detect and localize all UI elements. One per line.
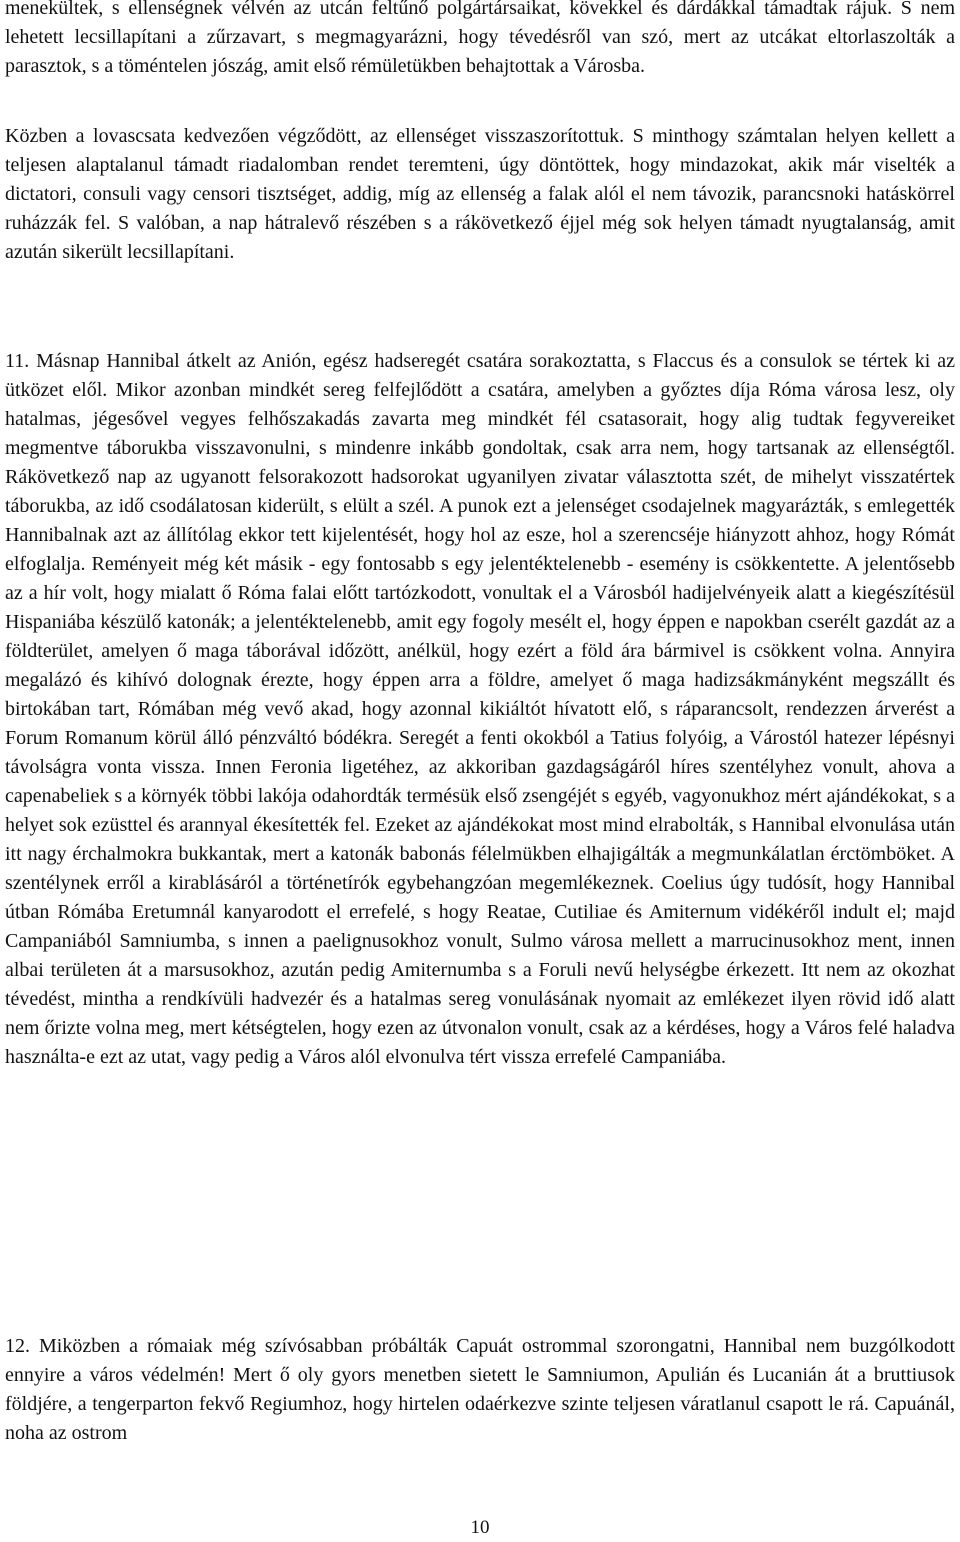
page-number: 10 <box>470 1517 490 1538</box>
paragraph-section-12: 12. Miközben a rómaiak még szívósabban próbálták Capuát ostrommal szorongatni, Hannibal nem buzgólkodott ennyire a város védelmén! Mert ő oly gyors menetben sietett le Samniumon, Apulián és Lucanián át a bruttiusok földjére, a tengerparton fekvő Regiumhoz, hogy hirtelen odaérkezve szinte teljesen váratlanul csapott le rá. Capuánál, noha az ostrom <box>5 1335 955 1444</box>
paragraph-continuation: menekültek, s ellenségnek vélvén az utcán feltűnő polgártársaikat, kövekkel és dárdákkal támadtak rájuk. S nem lehetett lecsillapítani a zűrzavart, s megmagyarázni, hogy tévedésről van szó, mert az utcákat eltorlaszolták a parasztok, s a töméntelen jószág, amit első rémületükben behajtottak a Városba. <box>5 0 955 77</box>
paragraph-section-11: 11. Másnap Hannibal átkelt az Anión, egész hadseregét csatára sorakoztatta, s Flaccus és a consulok se tértek ki az ütközet elől. Mikor azonban mindkét sereg felfejlődött a csatára, amelyben a győztes díja Róma városa lesz, oly hatalmas, jégesővel vegyes felhőszakadás zavarta meg mindkét fél csatasorait, hogy alig tudtak fegyvereiket megmentve táborukba visszavonulni, s mindenre inkább gondoltak, csak arra nem, hogy tartsanak az ellenségtől. Rákövetkező nap az ugyanott felsorakozott hadsorokat ugyanilyen zivatar választotta szét, de mihelyt visszatértek táborukba, az idő csodálatosan kiderült, s elült a szél. A punok ezt a jelenséget csodajelnek magyarázták, s emlegették Hannibalnak azt az állítólag ekkor tett kijelentését, hogy hol az esze, hol a szerencséje hiányzott ahhoz, hogy Rómát elfoglalja. Reményeit még két másik - egy fontosabb s egy jelentéktelenebb - esemény is csökkentette. A jelentősebb az a hír volt, hogy mialatt ő Róma falai előtt tartózkodott, vonultak el a Városból hadijelvényeik alatt a kiegészítésül Hispaniába készülő katonák; a jelentéktelenebb, amit egy fogoly mesélt el, hogy éppen e napokban cserélt gazdát az a földterület, amelyen ő maga táborával időzött, anélkül, hogy ezért a föld ára bármivel is csökkent volna. Annyira megalázó és kihívó dolognak érezte, hogy éppen arra a földre, amelyet ő maga hadizsákmányként megszállt és birtokában tart, Rómában még vevő akad, hogy azonnal kikiáltót hívatott elő, s ráparancsolt, rendezzen árverést a Forum Romanum körül álló pénzváltó bódékra. Seregét a fenti okokból a Tatius folyóig, a Várostól hatezer lépésnyi távolságra vonta vissza. Innen Feronia ligetéhez, az akkoriban gazdagságáról híres szentélyhez vonult, ahova a capenabeliek s a környék többi lakója odahordták termésük első zsengéjét s egyéb, vagyonukhoz mért ajándékokat, s a helyet sok ezüsttel és arannyal ékesítették fel. Ezeket az ajándékokat most mind elrabolták, s Hannibal elvonulása után itt nagy érchalmokra bukkantak, mert a katonák babonás félelmükben elhajigálták a megmunkálatlan érctömböket. A szentélynek erről a kirablásáról a történetírók egybehangzóan megemlékeznek. Coelius úgy tudósít, hogy Hannibal útban Rómába Eretumnál kanyarodott el errefelé, s hogy Reatae, Cutiliae és Amiternum vidékéről indult el; majd Campaniából Samniumba, s innen a paelignusokhoz vonult, Sulmo városa mellett a marrucinusokhoz ment, innen albai területen át a marsusokhoz, azután pedig Amiternumba s a Foruli nevű helységbe érkezett. Itt nem az okozhat tévedést, mintha a rendkívüli hadvezér és a hatalmas sereg vonulásának nyomait az emlékezet ilyen rövid idő alatt nem őrizte volna meg, mert kétségtelen, hogy ezen az útvonalon vonult, csak az a kérdéses, hogy a Város felé haladva használta-e ezt az utat, vagy pedig a Város alól elvonulva tért vissza errefelé Campaniába. <box>5 350 955 1068</box>
paragraph-cavalry-battle: Közben a lovascsata kedvezően végződött, az ellenséget visszaszorítottuk. S minthogy számtalan helyen kellett a teljesen alaptalanul támadt riadalomban rendet teremteni, úgy döntöttek, hogy mindazokat, akik már viselték a dictatori, consuli vagy censori tisztséget, addig, míg az ellenség a falak alól el nem távozik, parancsnoki hatáskörrel ruházzák fel. S valóban, a nap hátralevő részében s a rákövetkező éjjel még sok helyen támadt nyugtalanság, amit azután sikerült lecsillapítani. <box>5 125 955 263</box>
